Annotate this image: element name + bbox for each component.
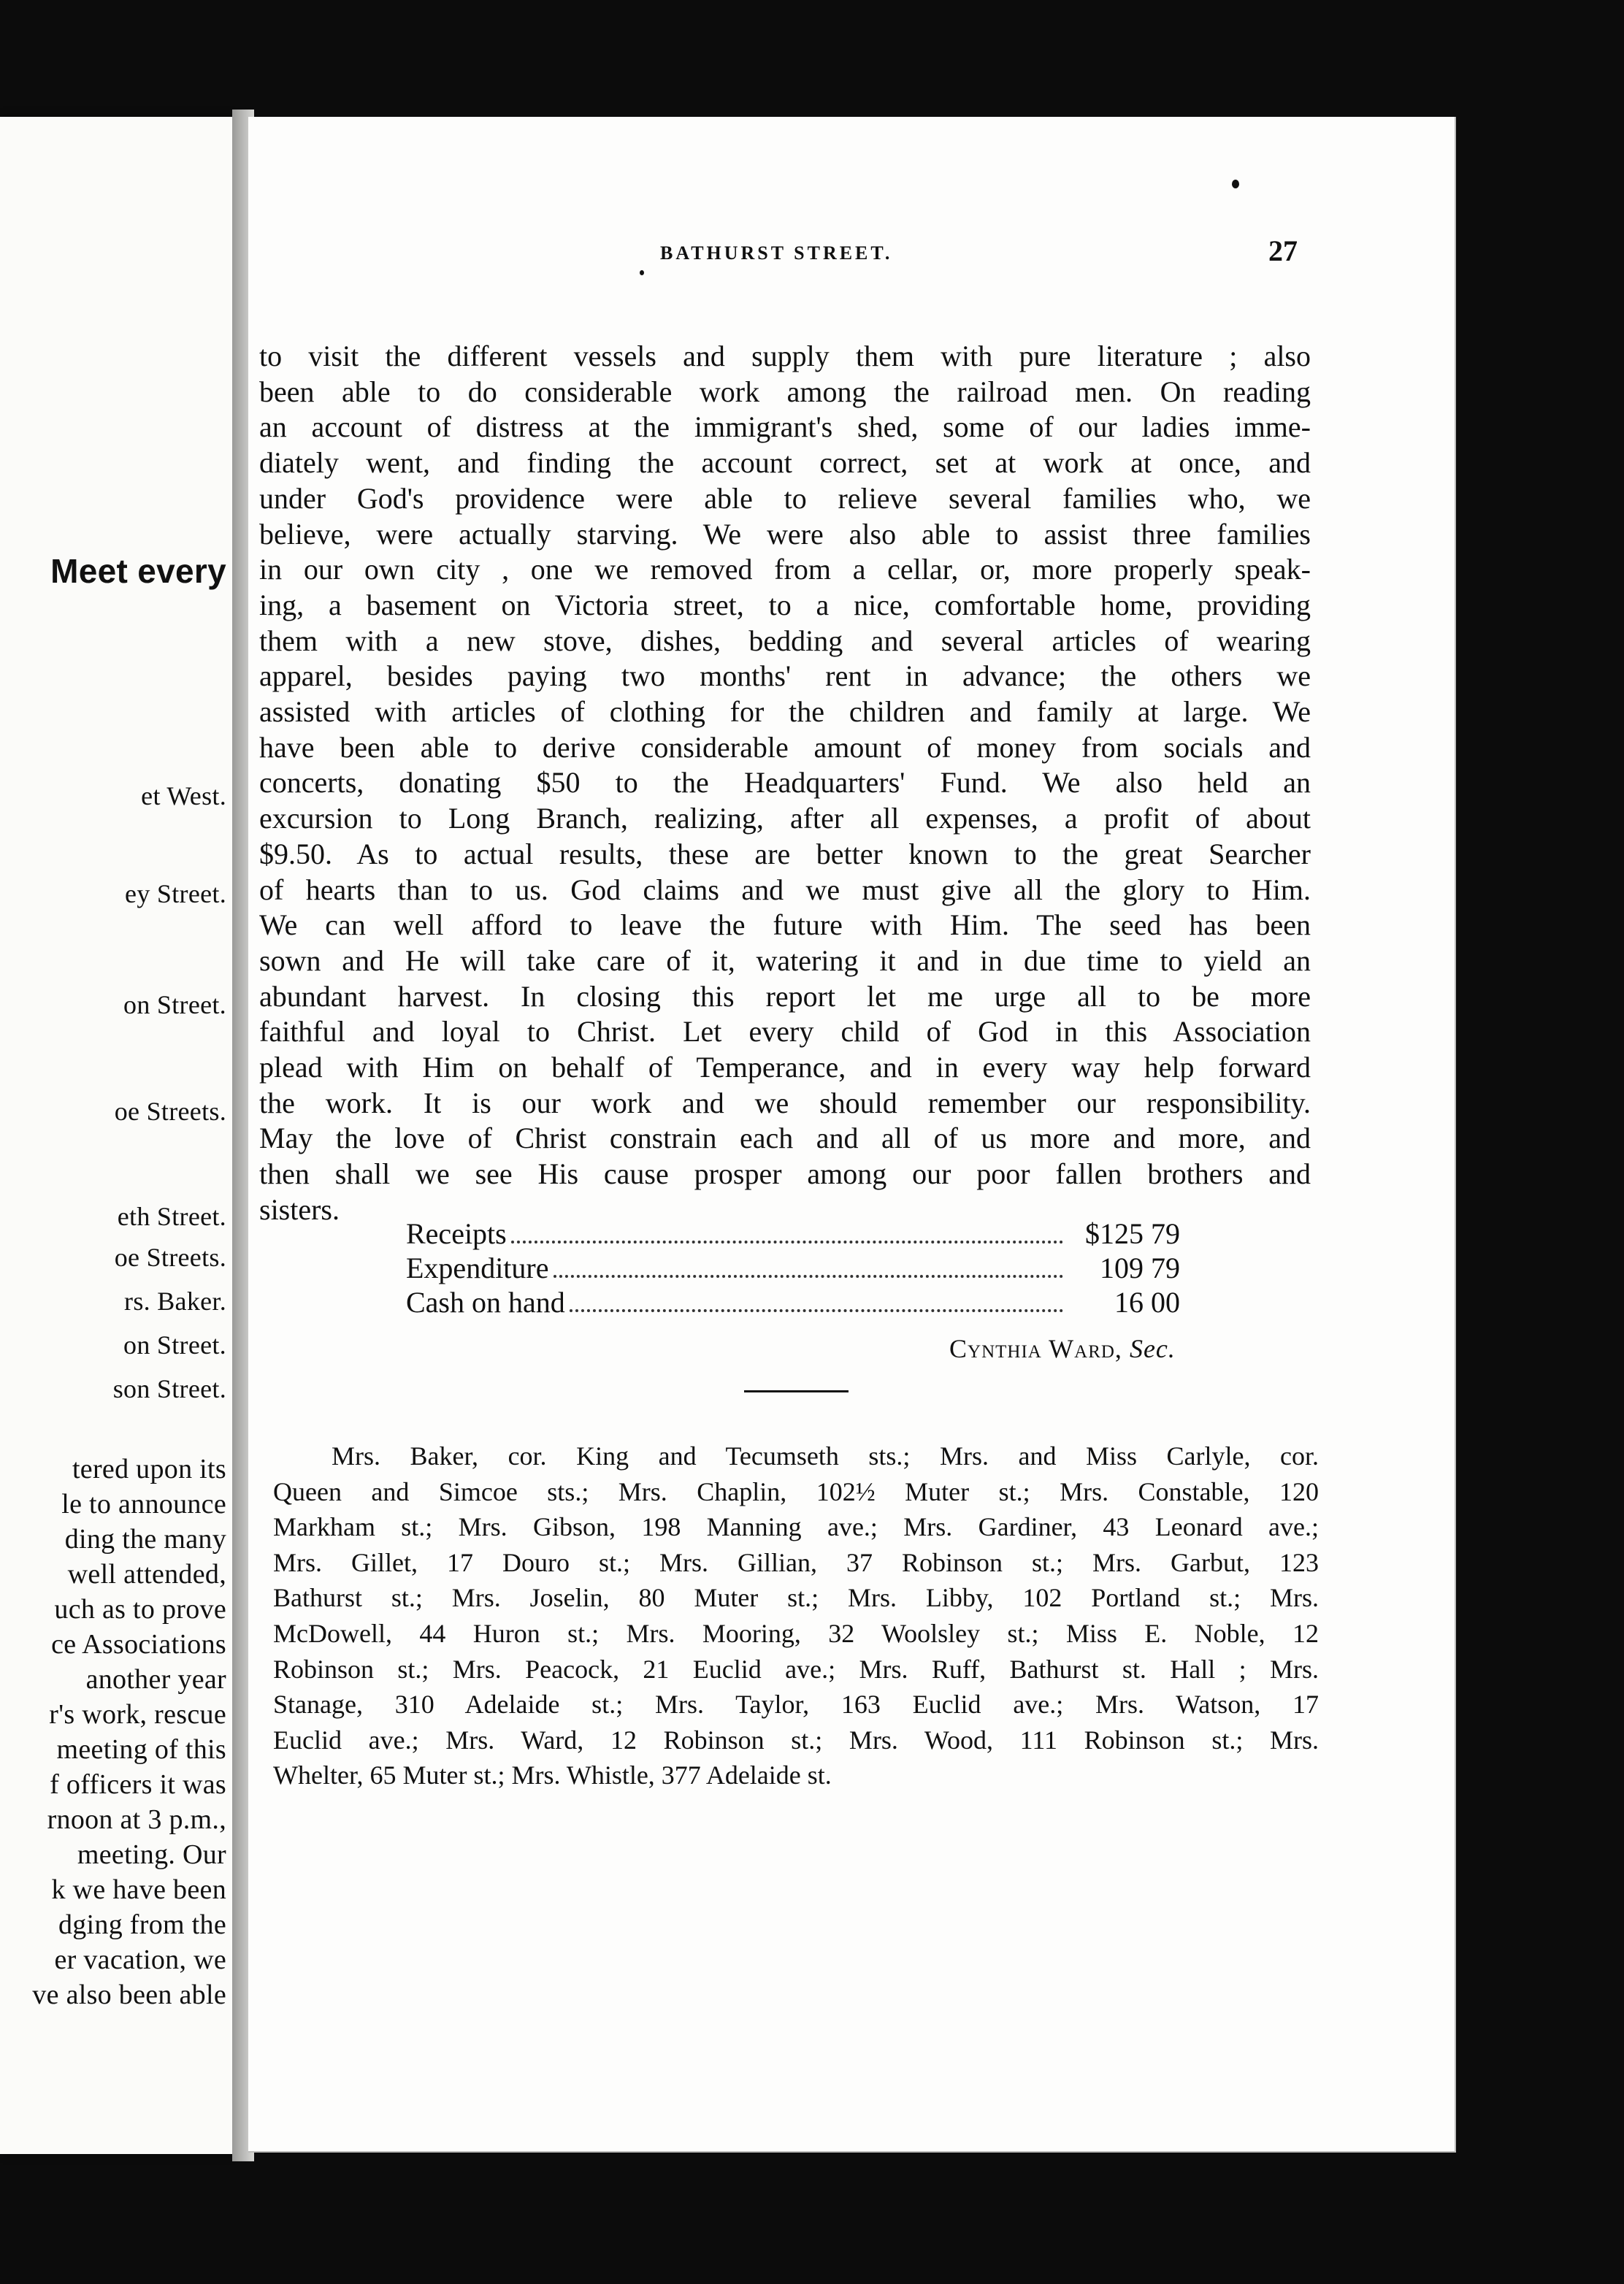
- body-line: $9.50. As to actual results, these are better known to the great Searcher: [259, 837, 1311, 870]
- finance-summary: [406, 1216, 1180, 1319]
- body-line: abundant harvest. In closing this report let me urge all to be more: [259, 979, 1311, 1013]
- report-body: [259, 339, 1311, 1228]
- body-line: We can well afford to leave the future with Him. The seed has been: [259, 908, 1311, 942]
- section-divider: [744, 1390, 849, 1392]
- footnote-line: Queen and Simcoe sts.; Mrs. Chaplin, 102½ Muter st.; Mrs. Constable, 120: [273, 1476, 1319, 1506]
- left-street-line: et West.: [141, 781, 226, 810]
- left-body-line: uch as to prove: [54, 1594, 226, 1625]
- footnote-line: Bathurst st.; Mrs. Joselin, 80 Muter st.; Mrs. Libby, 102 Portland st.; Mrs.: [273, 1583, 1319, 1613]
- left-body-line: ve also been able: [32, 1980, 226, 2010]
- body-line: faithful and loyal to Christ. Let every child of God in this Association: [259, 1015, 1311, 1049]
- left-street-line: on Street.: [123, 990, 226, 1019]
- dot-leader: [570, 1309, 1063, 1312]
- dot-leader: [554, 1275, 1064, 1278]
- left-body-line: f officers it was: [50, 1769, 226, 1800]
- page-number: 27: [1268, 234, 1298, 267]
- left-body-line: ce Associations: [51, 1629, 226, 1660]
- left-street-line: rs. Baker.: [124, 1287, 226, 1316]
- left-body-line: well attended,: [67, 1559, 226, 1590]
- left-body-line: meeting of this: [56, 1734, 226, 1765]
- body-line: in our own city , one we removed from a cellar, or, more properly speak-: [259, 553, 1311, 586]
- body-line: excursion to Long Branch, realizing, after all expenses, a profit of about: [259, 802, 1311, 835]
- body-line: an account of distress at the immigrant's shed, some of our ladies imme-: [259, 410, 1311, 444]
- body-line: sown and He will take care of it, watering it and in due time to yield an: [259, 943, 1311, 977]
- finance-label: Receipts: [406, 1217, 507, 1250]
- body-line: then shall we see His cause prosper among our poor fallen brothers and: [259, 1157, 1311, 1191]
- signature-name: Cynthia Ward,: [949, 1334, 1122, 1363]
- left-street-line: eth Street.: [117, 1202, 226, 1231]
- body-line: them with a new stove, dishes, bedding and several articles of wearing: [259, 624, 1311, 657]
- body-line: been able to do considerable work among the railroad men. On reading: [259, 375, 1311, 408]
- left-body-line: another year: [85, 1664, 226, 1695]
- left-body-line: meeting. Our: [77, 1839, 226, 1870]
- left-body-line: tered upon its: [72, 1454, 226, 1484]
- finance-amount: $125 79: [1085, 1217, 1180, 1250]
- body-line: diately went, and finding the account correct, set at work at once, and: [259, 446, 1311, 480]
- ink-speck: [1232, 180, 1239, 188]
- finance-amount: 109 79: [1100, 1252, 1180, 1284]
- signature-title: Sec.: [1129, 1334, 1176, 1363]
- footnote-line: Whelter, 65 Muter st.; Mrs. Whistle, 377 Adelaide st.: [273, 1760, 832, 1790]
- finance-label: Expenditure: [406, 1252, 549, 1284]
- body-line: apparel, besides paying two months' rent in advance; the others we: [259, 659, 1311, 693]
- left-facing-page: [0, 117, 232, 2154]
- footnote-line: Markham st.; Mrs. Gibson, 198 Manning ave.; Mrs. Gardiner, 43 Leonard ave.;: [273, 1512, 1319, 1542]
- member-list-footnote: [273, 1438, 1319, 1793]
- body-line: to visit the different vessels and supply them with pure literature ; also: [259, 340, 1311, 372]
- left-body-line: ding the many: [64, 1524, 226, 1555]
- finance-row-expenditure: [406, 1251, 1180, 1285]
- running-title: BATHURST STREET.: [660, 242, 893, 264]
- body-line: have been able to derive considerable amount of money from socials and: [259, 730, 1311, 764]
- body-line: concerts, donating $50 to the Headquarters' Fund. We also held an: [259, 766, 1311, 800]
- body-line: May the love of Christ constrain each and all of us more and more, and: [259, 1122, 1311, 1155]
- body-line: the work. It is our work and we should remember our responsibility.: [259, 1086, 1311, 1119]
- left-street-line: son Street.: [112, 1374, 226, 1403]
- signature: [949, 1333, 1176, 1364]
- body-line: assisted with articles of clothing for the children and family at large. We: [259, 695, 1311, 729]
- footnote-line: McDowell, 44 Huron st.; Mrs. Mooring, 32 Woolsley st.; Miss E. Noble, 12: [273, 1618, 1319, 1648]
- body-line: of hearts than to us. God claims and we must give all the glory to Him.: [259, 873, 1311, 906]
- finance-row-cash-on-hand: [406, 1285, 1180, 1319]
- finance-label: Cash on hand: [406, 1286, 565, 1319]
- body-line: believe, were actually starving. We were also able to assist three families: [259, 517, 1311, 551]
- finance-row-receipts: [406, 1216, 1180, 1251]
- left-street-line: oe Streets.: [114, 1243, 226, 1272]
- left-body-line: dging from the: [58, 1909, 226, 1940]
- left-street-line: oe Streets.: [114, 1097, 226, 1126]
- ink-speck: [640, 270, 644, 275]
- left-body-line: r's work, rescue: [49, 1699, 226, 1730]
- left-street-line: ey Street.: [125, 879, 226, 908]
- footnote-line: Stanage, 310 Adelaide st.; Mrs. Taylor, 163 Euclid ave.; Mrs. Watson, 17: [273, 1690, 1319, 1720]
- footnote-line: Euclid ave.; Mrs. Ward, 12 Robinson st.; Mrs. Wood, 111 Robinson st.; Mrs.: [273, 1725, 1319, 1755]
- footnote-line: Mrs. Baker, cor. King and Tecumseth sts.; Mrs. and Miss Carlyle, cor.: [332, 1441, 1319, 1471]
- left-body-line: k we have been: [51, 1874, 226, 1905]
- dot-leader: [511, 1241, 1063, 1243]
- body-line: plead with Him on behalf of Temperance, and in every way help forward: [259, 1051, 1311, 1084]
- footnote-line: Robinson st.; Mrs. Peacock, 21 Euclid ave.; Mrs. Ruff, Bathurst st. Hall ; Mrs.: [273, 1654, 1319, 1684]
- footnote-line: Mrs. Gillet, 17 Douro st.; Mrs. Gillian, 37 Robinson st.; Mrs. Garbut, 123: [273, 1547, 1319, 1577]
- body-line: under God's providence were able to relieve several families who, we: [259, 481, 1311, 515]
- left-street-line: on Street.: [123, 1330, 226, 1360]
- left-page-heading: Meet every: [50, 552, 226, 590]
- left-body-line: le to announce: [61, 1489, 226, 1520]
- body-line: sisters.: [259, 1192, 340, 1226]
- left-body-line: er vacation, we: [54, 1944, 226, 1975]
- finance-amount: 16 00: [1114, 1286, 1180, 1319]
- body-line: ing, a basement on Victoria street, to a nice, comfortable home, providing: [259, 588, 1311, 621]
- left-body-line: rnoon at 3 p.m.,: [47, 1804, 226, 1835]
